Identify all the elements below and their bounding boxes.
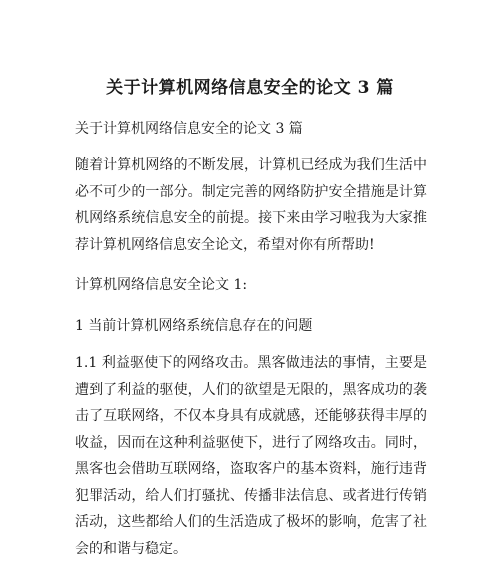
section-title: 计算机网络信息安全论文 1: xyxy=(75,277,248,293)
document-subtitle: 关于计算机网络信息安全的论文 3 篇 xyxy=(75,121,303,137)
body-paragraph-1-1: 1.1 利益驱使下的网络攻击。黑客做违法的事情，主要是遭到了利益的驱使，人们的欲望是无限的，黑客成功的袭击了互联网络，不仅本身具有成就感，还能够获得丰厚的收益，因而在这种利益驱使下，进行了网络攻击。同时，黑客也会借助互联网络，盗取客户的基本资料，施行违背犯罪活动，给人们打骚扰、传播非法信息、或者进行传销活动，这些都给人们的生活造成了极坏的影响，危害了社会的和谐与稳定。 xyxy=(75,355,427,557)
document-title: 关于计算机网络信息安全的论文 3 篇 xyxy=(106,78,394,98)
intro-paragraph: 随着计算机网络的不断发展，计算机已经成为我们生活中必不可少的一部分。制定完善的网络防护安全措施是计算机网络系统信息安全的前提。接下来由学习啦我为大家推荐计算机网络信息安全论文，希望对你有所帮助! xyxy=(75,157,427,253)
section-heading-1: 1 当前计算机网络系统信息存在的问题 xyxy=(75,318,313,334)
